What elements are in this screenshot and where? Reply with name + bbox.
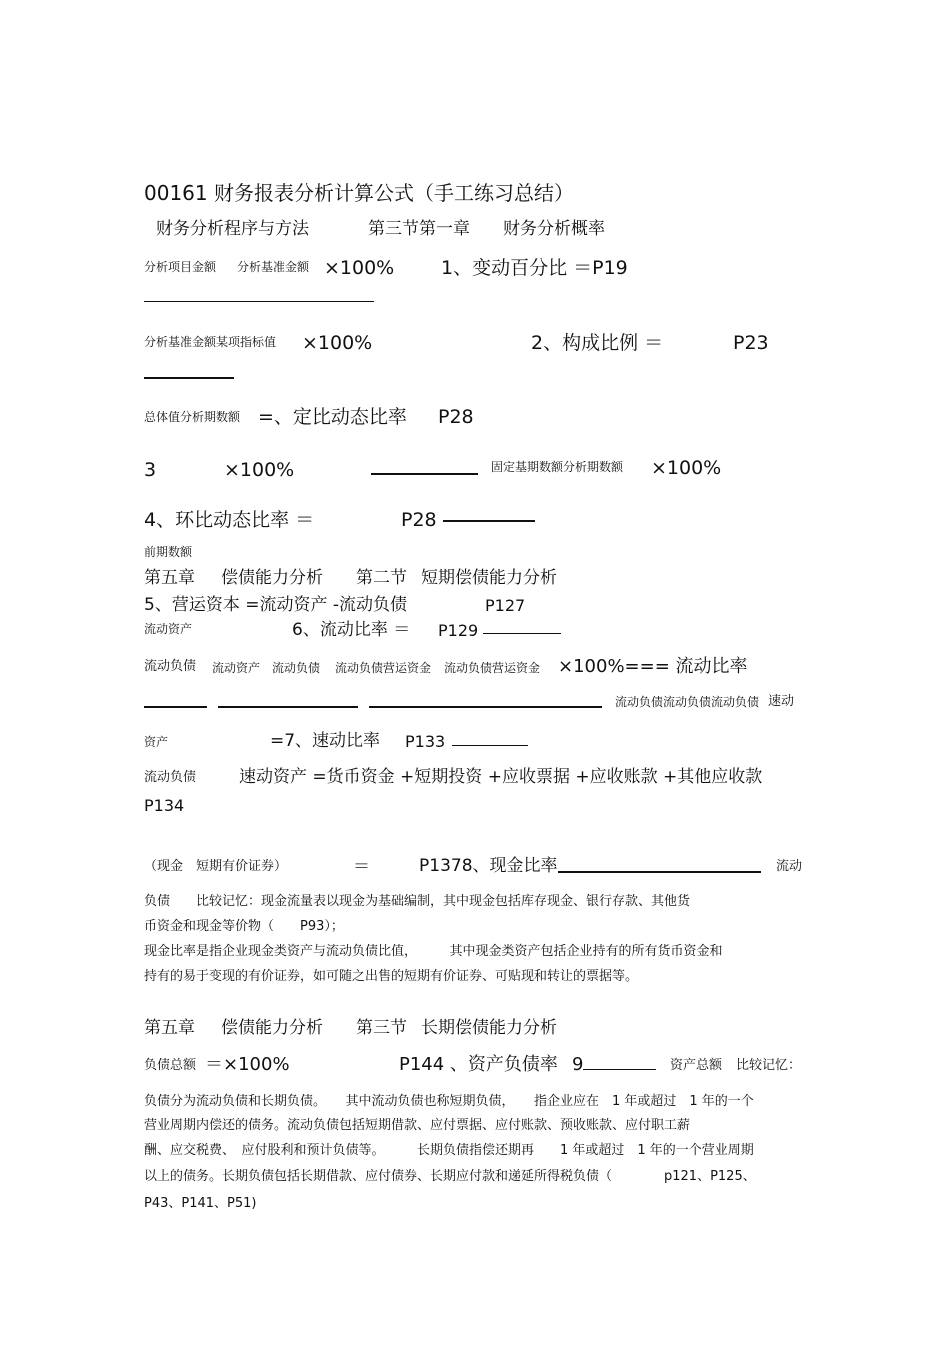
f1-denominator: 分析基准金额: [237, 260, 310, 274]
f5-page: P127: [485, 596, 526, 615]
ch5-s3-subtopic: 长期偿债能力分析: [421, 1018, 557, 1038]
f2-page: P23: [733, 332, 769, 354]
ch5-s3-section: 第三节: [356, 1018, 407, 1038]
ch5-s3-chapter: 第五章: [144, 1018, 195, 1038]
f7-page: P133: [405, 732, 446, 751]
f3-base-multiplier: ×100%: [651, 457, 722, 479]
f8-numerator: （现金 短期有价证券）: [144, 859, 288, 874]
f6-tail: ×100%=== 流动比率: [558, 656, 748, 677]
f9-multiplier: ＝×100%: [205, 1054, 290, 1075]
f8-right-label: 流动: [776, 859, 803, 874]
f9-index: 9: [572, 1054, 584, 1075]
f6-right-quick: 速动: [768, 694, 795, 709]
f7-asset-label: 资产: [144, 735, 169, 749]
f3-name: =、定比动态比率: [258, 406, 407, 428]
f4-denominator: 前期数额: [144, 545, 193, 559]
f6-denominator: 流动负债: [144, 659, 197, 674]
f6-bar-1: [144, 706, 207, 708]
f3-multiplier: ×100%: [224, 459, 295, 481]
f3-page: P28: [438, 406, 474, 428]
f1-multiplier: ×100%: [324, 257, 395, 279]
para-line-2: 营业周期内偿还的债务。流动负债包括短期借款、应付票据、应付账款、预收账款、应付职工薪: [144, 1118, 691, 1133]
f6-name: 6、流动比率 ＝: [292, 620, 411, 640]
ch5-s2-section: 第二节: [356, 568, 407, 588]
f4-name: 4、环比动态比率 ＝: [144, 509, 315, 531]
f3-base-label: 固定基期数额分析期数额: [491, 460, 624, 474]
f8-note-line-3: 现金比率是指企业现金类资产与流动负债比值， 其中现金类资产包括企业持有的所有货币资金和: [144, 944, 723, 959]
f7-description: 速动资产 =货币资金 +短期投资 +应收票据 +应收账款 +其他应收款: [239, 767, 763, 787]
f1-fraction-bar: [144, 301, 374, 302]
f2-numerator: 分析基准金额某项指标值: [144, 335, 277, 349]
para-line-3: 酬、应交税费、 应付股利和预计负债等。 长期负债指偿还期再 1 年或超过 1 年的一个营业周期: [144, 1143, 754, 1158]
f9-fraction-bar: [583, 1069, 656, 1070]
ch5-s2-subtopic: 短期偿债能力分析: [421, 568, 557, 588]
f3-index: 3: [144, 459, 157, 481]
f3-numerator: 总体值分析期数额: [144, 410, 241, 424]
f2-multiplier: ×100%: [302, 332, 373, 354]
para-line-5: P43、P141、P51): [144, 1196, 257, 1211]
ch5-s2-topic: 偿债能力分析: [221, 568, 323, 588]
header-topic: 财务分析程序与方法: [156, 219, 309, 239]
f9-denominator: 资产总额: [670, 1058, 723, 1073]
header-section: 第三节第一章: [368, 219, 470, 239]
f1-name: 1、变动百分比 ＝P19: [441, 257, 628, 279]
f6-page: P129: [438, 621, 479, 640]
f7-description-page: P134: [144, 796, 185, 815]
para-line-4: 以上的债务。长期负债包括长期借款、应付债券、长期应付款和递延所得税负债（ p121、P125、: [144, 1169, 756, 1184]
f1-numerator: 分析项目金额: [144, 260, 217, 274]
f6-bar-2: [218, 706, 358, 708]
f4-fraction-bar: [443, 520, 535, 522]
header-subtopic: 财务分析概率: [503, 219, 605, 239]
f8-note-line-4: 持有的易于变现的有价证券，如可随之出售的短期有价证券、可贴现和转让的票据等。: [144, 969, 639, 984]
f6-part-3: 流动负债营运资金: [335, 661, 432, 675]
f9-numerator: 负债总额: [144, 1058, 197, 1073]
f5-text: 5、营运资本 =流动资产 -流动负债: [144, 595, 408, 615]
f6-part-2: 流动负债: [272, 661, 321, 675]
f6-bar-3: [369, 706, 602, 708]
ch5-s3-topic: 偿债能力分析: [221, 1018, 323, 1038]
f8-note-line-1: 负债 比较记忆：现金流量表以现金为基础编制，其中现金包括库存现金、银行存款、其他货: [144, 894, 691, 909]
f7-denominator: 流动负债: [144, 770, 197, 785]
f8-equals: ＝: [353, 857, 370, 877]
f6-part-4: 流动负债营运资金: [444, 661, 541, 675]
f6-part-1: 流动资产: [212, 661, 261, 675]
f9-name: P144 、资产负债率: [399, 1054, 558, 1075]
f7-name: =7、速动比率: [270, 731, 381, 751]
f8-fraction-bar: [558, 871, 761, 873]
f8-name: P1378、现金比率: [419, 856, 558, 876]
f6-numerator: 流动资产: [144, 622, 193, 636]
f7-fraction-bar: [452, 745, 528, 746]
f9-compare-note: 比较记忆：: [736, 1058, 802, 1073]
f3-fraction-bar: [371, 473, 478, 475]
f6-fraction-bar: [483, 633, 561, 634]
f2-name: 2、构成比例 ＝: [531, 332, 664, 354]
ch5-s2-chapter: 第五章: [144, 568, 195, 588]
page-title: 00161 财务报表分析计算公式（手工练习总结）: [144, 181, 574, 205]
f2-fraction-bar: [144, 377, 234, 379]
f4-page: P28: [401, 509, 437, 531]
para-line-1: 负债分为流动负债和长期负债。 其中流动负债也称短期负债， 指企业应在 1 年或超过 1 年的一个: [144, 1094, 754, 1109]
f8-note-line-2: 币资金和现金等价物（ P93）；: [144, 919, 344, 934]
f6-right-labels: 流动负债流动负债流动负债: [615, 695, 760, 709]
